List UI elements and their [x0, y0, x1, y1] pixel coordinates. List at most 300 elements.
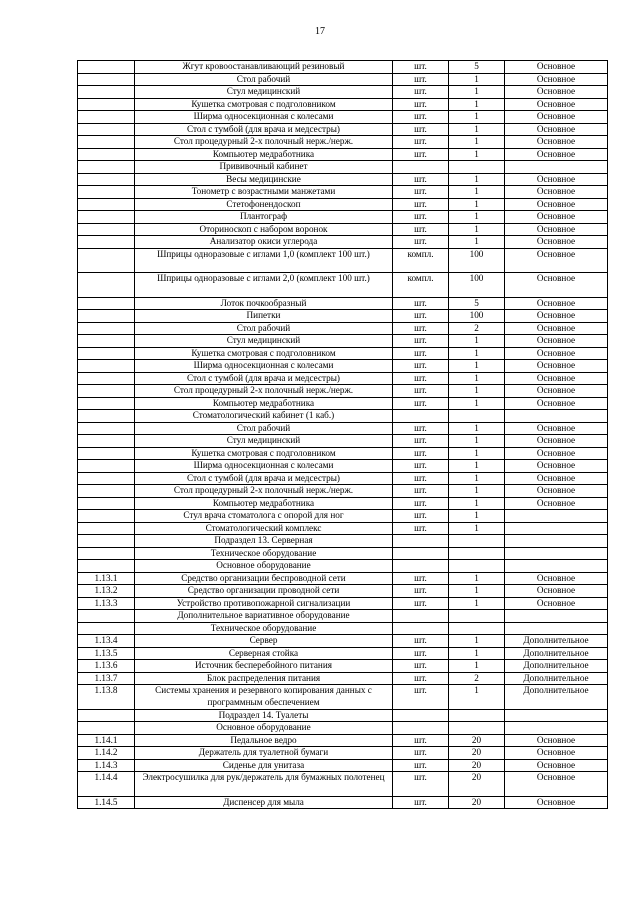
quantity-cell: 1: [449, 397, 505, 410]
row-number-cell: [78, 460, 135, 473]
equipment-type-cell: Дополнительное: [505, 672, 608, 685]
equipment-type-cell: Основное: [505, 148, 608, 161]
equipment-type-cell: [505, 560, 608, 573]
row-number-cell: [78, 722, 135, 735]
quantity-cell: 20: [449, 759, 505, 772]
equipment-type-cell: Основное: [505, 360, 608, 373]
row-number-cell: [78, 410, 135, 423]
table-row: [78, 672, 608, 685]
row-number-cell: [78, 335, 135, 348]
unit-of-measure-cell: шт.: [393, 372, 449, 385]
row-number-cell: [78, 86, 135, 99]
quantity-cell: 1: [449, 422, 505, 435]
unit-of-measure-cell: шт.: [393, 747, 449, 760]
table-row: [78, 759, 608, 772]
equipment-type-cell: Основное: [505, 61, 608, 74]
unit-of-measure-cell: шт.: [393, 173, 449, 186]
unit-of-measure-cell: шт.: [393, 422, 449, 435]
equipment-type-cell: Основное: [505, 572, 608, 585]
item-name-cell: Средство организации беспроводной сети: [135, 572, 393, 585]
equipment-type-cell: Основное: [505, 597, 608, 610]
equipment-type-cell: Основное: [505, 734, 608, 747]
table-row: [78, 722, 608, 735]
table-row: [78, 198, 608, 211]
quantity-cell: [449, 622, 505, 635]
unit-of-measure-cell: шт.: [393, 796, 449, 809]
equipment-type-cell: Основное: [505, 297, 608, 310]
item-name-cell: Анализатор окиси углерода: [135, 236, 393, 249]
equipment-type-cell: [505, 410, 608, 423]
row-number-cell: [78, 236, 135, 249]
quantity-cell: 20: [449, 747, 505, 760]
equipment-type-cell: Основное: [505, 211, 608, 224]
table-row: [78, 560, 608, 573]
table-row: [78, 709, 608, 722]
row-number-cell: [78, 397, 135, 410]
unit-of-measure-cell: шт.: [393, 485, 449, 498]
equipment-type-cell: Дополнительное: [505, 635, 608, 648]
table-row: [78, 610, 608, 623]
row-number-cell: [78, 610, 135, 623]
equipment-table-body: [78, 61, 608, 809]
unit-of-measure-cell: шт.: [393, 211, 449, 224]
table-row: [78, 485, 608, 498]
row-number-cell: [78, 223, 135, 236]
item-name-cell: Лоток почкообразный: [135, 297, 393, 310]
table-row: [78, 397, 608, 410]
unit-of-measure-cell: шт.: [393, 236, 449, 249]
row-number-cell: [78, 447, 135, 460]
table-row: [78, 685, 608, 710]
row-number-cell: 1.13.3: [78, 597, 135, 610]
equipment-type-cell: Основное: [505, 273, 608, 298]
row-number-cell: [78, 472, 135, 485]
item-name-cell: Стул медицинский: [135, 435, 393, 448]
unit-of-measure-cell: [393, 722, 449, 735]
item-name-cell: Техническое оборудование: [135, 622, 393, 635]
table-row: [78, 660, 608, 673]
item-name-cell: Стол с тумбой (для врача и медсестры): [135, 123, 393, 136]
row-number-cell: [78, 98, 135, 111]
equipment-type-cell: Основное: [505, 136, 608, 149]
row-number-cell: [78, 161, 135, 174]
unit-of-measure-cell: шт.: [393, 685, 449, 710]
item-name-cell: Диспенсер для мыла: [135, 796, 393, 809]
row-number-cell: 1.14.2: [78, 747, 135, 760]
item-name-cell: Пипетки: [135, 310, 393, 323]
table-row: [78, 372, 608, 385]
item-name-cell: Блок распределения питания: [135, 672, 393, 685]
item-name-cell: Стоматологический комплекс: [135, 522, 393, 535]
quantity-cell: 1: [449, 460, 505, 473]
equipment-type-cell: Основное: [505, 372, 608, 385]
table-row: [78, 772, 608, 797]
row-number-cell: [78, 497, 135, 510]
table-row: [78, 647, 608, 660]
row-number-cell: [78, 248, 135, 273]
item-name-cell: Кушетка смотровая с подголовником: [135, 347, 393, 360]
item-name-cell: Стул медицинский: [135, 335, 393, 348]
quantity-cell: 1: [449, 335, 505, 348]
quantity-cell: 1: [449, 123, 505, 136]
equipment-type-cell: Основное: [505, 198, 608, 211]
equipment-type-cell: Основное: [505, 347, 608, 360]
unit-of-measure-cell: шт.: [393, 322, 449, 335]
quantity-cell: [449, 610, 505, 623]
item-name-cell: Плантограф: [135, 211, 393, 224]
item-name-cell: Прививочный кабинет: [135, 161, 393, 174]
item-name-cell: Стол с тумбой (для врача и медсестры): [135, 472, 393, 485]
row-number-cell: [78, 347, 135, 360]
table-row: [78, 572, 608, 585]
row-number-cell: [78, 485, 135, 498]
row-number-cell: [78, 273, 135, 298]
row-number-cell: 1.13.7: [78, 672, 135, 685]
quantity-cell: 1: [449, 73, 505, 86]
quantity-cell: 1: [449, 660, 505, 673]
equipment-type-cell: Основное: [505, 747, 608, 760]
table-row: [78, 460, 608, 473]
quantity-cell: 1: [449, 173, 505, 186]
row-number-cell: [78, 709, 135, 722]
quantity-cell: 1: [449, 372, 505, 385]
table-row: [78, 335, 608, 348]
equipment-type-cell: [505, 547, 608, 560]
row-number-cell: 1.13.4: [78, 635, 135, 648]
table-row: [78, 73, 608, 86]
unit-of-measure-cell: шт.: [393, 223, 449, 236]
row-number-cell: 1.13.5: [78, 647, 135, 660]
equipment-type-cell: Основное: [505, 73, 608, 86]
unit-of-measure-cell: шт.: [393, 136, 449, 149]
item-name-cell: Дополнительное вариативное оборудование: [135, 610, 393, 623]
unit-of-measure-cell: шт.: [393, 98, 449, 111]
item-name-cell: Стол процедурный 2-х полочный нерж./нерж.: [135, 485, 393, 498]
row-number-cell: [78, 547, 135, 560]
unit-of-measure-cell: шт.: [393, 297, 449, 310]
equipment-type-cell: Основное: [505, 759, 608, 772]
equipment-type-cell: [505, 161, 608, 174]
item-name-cell: Шприцы одноразовые с иглами 2,0 (комплект 100 шт.): [135, 273, 393, 298]
equipment-type-cell: Основное: [505, 86, 608, 99]
table-row: [78, 310, 608, 323]
item-name-cell: Подраздел 14. Туалеты: [135, 709, 393, 722]
quantity-cell: 1: [449, 522, 505, 535]
row-number-cell: [78, 560, 135, 573]
item-name-cell: Кушетка смотровая с подголовником: [135, 98, 393, 111]
equipment-type-cell: [505, 535, 608, 548]
unit-of-measure-cell: [393, 535, 449, 548]
quantity-cell: 1: [449, 211, 505, 224]
equipment-type-cell: Дополнительное: [505, 685, 608, 710]
table-row: [78, 422, 608, 435]
row-number-cell: 1.14.3: [78, 759, 135, 772]
quantity-cell: 1: [449, 111, 505, 124]
table-row: [78, 585, 608, 598]
unit-of-measure-cell: шт.: [393, 734, 449, 747]
table-row: [78, 211, 608, 224]
quantity-cell: 1: [449, 647, 505, 660]
item-name-cell: Стол процедурный 2-х полочный нерж./нерж.: [135, 136, 393, 149]
table-row: [78, 447, 608, 460]
unit-of-measure-cell: [393, 709, 449, 722]
table-row: [78, 547, 608, 560]
quantity-cell: 1: [449, 223, 505, 236]
item-name-cell: Компьютер медработника: [135, 397, 393, 410]
equipment-type-cell: Основное: [505, 111, 608, 124]
table-row: [78, 796, 608, 809]
quantity-cell: 2: [449, 672, 505, 685]
equipment-type-cell: Основное: [505, 385, 608, 398]
item-name-cell: Ширма односекционная с колесами: [135, 360, 393, 373]
equipment-type-cell: Дополнительное: [505, 647, 608, 660]
row-number-cell: [78, 73, 135, 86]
row-number-cell: [78, 622, 135, 635]
table-row: [78, 186, 608, 199]
table-row: [78, 522, 608, 535]
unit-of-measure-cell: шт.: [393, 497, 449, 510]
table-row: [78, 385, 608, 398]
equipment-type-cell: Основное: [505, 460, 608, 473]
unit-of-measure-cell: [393, 161, 449, 174]
unit-of-measure-cell: шт.: [393, 310, 449, 323]
unit-of-measure-cell: компл.: [393, 248, 449, 273]
row-number-cell: 1.14.1: [78, 734, 135, 747]
row-number-cell: [78, 211, 135, 224]
item-name-cell: Стул врача стоматолога с опорой для ног: [135, 510, 393, 523]
quantity-cell: 20: [449, 796, 505, 809]
table-row: [78, 61, 608, 74]
equipment-type-cell: Основное: [505, 123, 608, 136]
equipment-type-cell: [505, 510, 608, 523]
unit-of-measure-cell: шт.: [393, 385, 449, 398]
row-number-cell: [78, 522, 135, 535]
table-row: [78, 347, 608, 360]
item-name-cell: Стол процедурный 2-х полочный нерж./нерж.: [135, 385, 393, 398]
unit-of-measure-cell: шт.: [393, 73, 449, 86]
table-row: [78, 148, 608, 161]
quantity-cell: 5: [449, 297, 505, 310]
unit-of-measure-cell: компл.: [393, 273, 449, 298]
item-name-cell: Стетофонендоскоп: [135, 198, 393, 211]
table-row: [78, 161, 608, 174]
table-row: [78, 597, 608, 610]
unit-of-measure-cell: шт.: [393, 460, 449, 473]
table-row: [78, 410, 608, 423]
quantity-cell: 1: [449, 385, 505, 398]
quantity-cell: 1: [449, 236, 505, 249]
item-name-cell: Ширма односекционная с колесами: [135, 111, 393, 124]
row-number-cell: [78, 173, 135, 186]
equipment-type-cell: Основное: [505, 236, 608, 249]
unit-of-measure-cell: шт.: [393, 647, 449, 660]
quantity-cell: 100: [449, 248, 505, 273]
unit-of-measure-cell: шт.: [393, 123, 449, 136]
item-name-cell: Оториноскоп с набором воронок: [135, 223, 393, 236]
equipment-type-cell: [505, 610, 608, 623]
table-row: [78, 136, 608, 149]
unit-of-measure-cell: [393, 410, 449, 423]
unit-of-measure-cell: шт.: [393, 86, 449, 99]
quantity-cell: 1: [449, 597, 505, 610]
equipment-type-cell: Основное: [505, 472, 608, 485]
unit-of-measure-cell: [393, 560, 449, 573]
row-number-cell: 1.13.8: [78, 685, 135, 710]
item-name-cell: Техническое оборудование: [135, 547, 393, 560]
unit-of-measure-cell: шт.: [393, 111, 449, 124]
unit-of-measure-cell: шт.: [393, 335, 449, 348]
unit-of-measure-cell: шт.: [393, 660, 449, 673]
item-name-cell: Ширма односекционная с колесами: [135, 460, 393, 473]
item-name-cell: Педальное ведро: [135, 734, 393, 747]
equipment-type-cell: [505, 622, 608, 635]
row-number-cell: [78, 148, 135, 161]
equipment-type-cell: Основное: [505, 422, 608, 435]
equipment-type-cell: Основное: [505, 310, 608, 323]
quantity-cell: 1: [449, 485, 505, 498]
row-number-cell: 1.13.2: [78, 585, 135, 598]
quantity-cell: 1: [449, 497, 505, 510]
row-number-cell: [78, 123, 135, 136]
quantity-cell: [449, 547, 505, 560]
item-name-cell: Электросушилка для рук/держатель для бумажных полотенец: [135, 772, 393, 797]
unit-of-measure-cell: шт.: [393, 572, 449, 585]
quantity-cell: 1: [449, 435, 505, 448]
equipment-type-cell: Основное: [505, 397, 608, 410]
quantity-cell: 1: [449, 86, 505, 99]
unit-of-measure-cell: шт.: [393, 198, 449, 211]
row-number-cell: [78, 360, 135, 373]
item-name-cell: Компьютер медработника: [135, 148, 393, 161]
quantity-cell: 1: [449, 585, 505, 598]
item-name-cell: Стул медицинский: [135, 86, 393, 99]
row-number-cell: 1.14.5: [78, 796, 135, 809]
item-name-cell: Стол рабочий: [135, 73, 393, 86]
quantity-cell: 20: [449, 772, 505, 797]
unit-of-measure-cell: [393, 610, 449, 623]
row-number-cell: [78, 385, 135, 398]
row-number-cell: [78, 372, 135, 385]
item-name-cell: Источник бесперебойного питания: [135, 660, 393, 673]
unit-of-measure-cell: шт.: [393, 347, 449, 360]
equipment-type-cell: Основное: [505, 248, 608, 273]
table-row: [78, 173, 608, 186]
table-row: [78, 435, 608, 448]
table-row: [78, 236, 608, 249]
quantity-cell: 1: [449, 635, 505, 648]
item-name-cell: Сервер: [135, 635, 393, 648]
equipment-type-cell: [505, 722, 608, 735]
table-row: [78, 111, 608, 124]
row-number-cell: [78, 111, 135, 124]
unit-of-measure-cell: шт.: [393, 672, 449, 685]
item-name-cell: Устройство противопожарной сигнализации: [135, 597, 393, 610]
unit-of-measure-cell: шт.: [393, 186, 449, 199]
row-number-cell: [78, 422, 135, 435]
table-row: [78, 635, 608, 648]
quantity-cell: 1: [449, 510, 505, 523]
quantity-cell: [449, 535, 505, 548]
quantity-cell: [449, 709, 505, 722]
item-name-cell: Шприцы одноразовые с иглами 1,0 (комплект 100 шт.): [135, 248, 393, 273]
unit-of-measure-cell: шт.: [393, 585, 449, 598]
item-name-cell: Основное оборудование: [135, 722, 393, 735]
quantity-cell: 1: [449, 136, 505, 149]
unit-of-measure-cell: шт.: [393, 472, 449, 485]
equipment-type-cell: Основное: [505, 485, 608, 498]
equipment-type-cell: Основное: [505, 322, 608, 335]
row-number-cell: [78, 322, 135, 335]
unit-of-measure-cell: шт.: [393, 435, 449, 448]
table-row: [78, 472, 608, 485]
row-number-cell: [78, 510, 135, 523]
table-row: [78, 497, 608, 510]
table-row: [78, 86, 608, 99]
equipment-type-cell: Основное: [505, 796, 608, 809]
item-name-cell: Держатель для туалетной бумаги: [135, 747, 393, 760]
item-name-cell: Стоматологический кабинет (1 каб.): [135, 410, 393, 423]
equipment-type-cell: Основное: [505, 585, 608, 598]
item-name-cell: Средство организации проводной сети: [135, 585, 393, 598]
table-row: [78, 98, 608, 111]
table-row: [78, 535, 608, 548]
unit-of-measure-cell: шт.: [393, 510, 449, 523]
unit-of-measure-cell: шт.: [393, 522, 449, 535]
item-name-cell: Серверная стойка: [135, 647, 393, 660]
row-number-cell: [78, 297, 135, 310]
quantity-cell: 1: [449, 685, 505, 710]
table-row: [78, 510, 608, 523]
quantity-cell: [449, 722, 505, 735]
quantity-cell: 1: [449, 98, 505, 111]
item-name-cell: Подраздел 13. Серверная: [135, 535, 393, 548]
row-number-cell: [78, 61, 135, 74]
quantity-cell: 100: [449, 310, 505, 323]
quantity-cell: 1: [449, 572, 505, 585]
unit-of-measure-cell: шт.: [393, 597, 449, 610]
row-number-cell: [78, 198, 135, 211]
table-row: [78, 123, 608, 136]
item-name-cell: Жгут кровоостанавливающий резиновый: [135, 61, 393, 74]
row-number-cell: [78, 136, 135, 149]
equipment-type-cell: Основное: [505, 447, 608, 460]
row-number-cell: 1.14.4: [78, 772, 135, 797]
equipment-type-cell: [505, 522, 608, 535]
quantity-cell: 1: [449, 198, 505, 211]
equipment-type-cell: Основное: [505, 98, 608, 111]
unit-of-measure-cell: шт.: [393, 635, 449, 648]
quantity-cell: 5: [449, 61, 505, 74]
table-row: [78, 734, 608, 747]
unit-of-measure-cell: шт.: [393, 759, 449, 772]
row-number-cell: [78, 535, 135, 548]
quantity-cell: [449, 560, 505, 573]
quantity-cell: 1: [449, 472, 505, 485]
equipment-type-cell: Основное: [505, 173, 608, 186]
item-name-cell: Весы медицинские: [135, 173, 393, 186]
quantity-cell: 2: [449, 322, 505, 335]
quantity-cell: 1: [449, 360, 505, 373]
unit-of-measure-cell: шт.: [393, 360, 449, 373]
quantity-cell: 1: [449, 347, 505, 360]
item-name-cell: Компьютер медработника: [135, 497, 393, 510]
page-number: 17: [315, 26, 325, 37]
unit-of-measure-cell: [393, 622, 449, 635]
item-name-cell: Кушетка смотровая с подголовником: [135, 447, 393, 460]
table-row: [78, 622, 608, 635]
table-row: [78, 297, 608, 310]
equipment-table: [77, 60, 608, 809]
